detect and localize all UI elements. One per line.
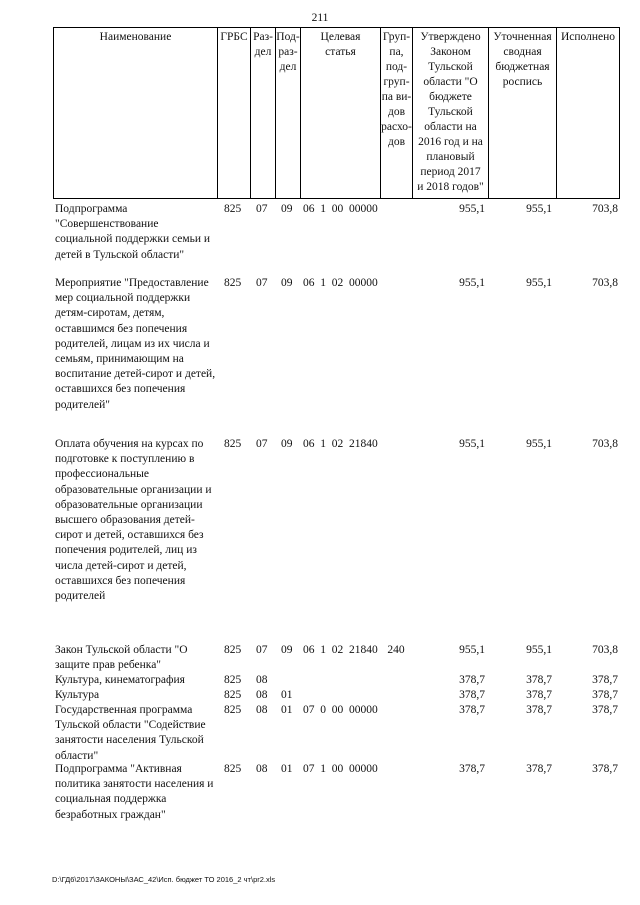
row-grbs: 825	[224, 438, 242, 450]
row-grbs: 825	[224, 689, 242, 701]
row-grbs: 825	[224, 644, 242, 656]
file-path-footer: D:\ГД6\2017\ЗАКОНЫ\ЗАС_42\Исп. бюджет ТО 2016_2 чт\pr2.xls	[52, 875, 276, 884]
row-grbs: 825	[224, 674, 242, 686]
row-executed: 378,7	[592, 674, 618, 686]
row-refined: 955,1	[526, 277, 552, 289]
row-razdel: 08	[256, 674, 268, 686]
row-podrazdel: 09	[281, 277, 293, 289]
row-approved: 955,1	[459, 644, 485, 656]
row-razdel: 07	[256, 438, 268, 450]
row-razdel: 07	[256, 644, 268, 656]
header-podrazdel: Под- раз- дел	[275, 27, 300, 199]
row-name: Мероприятие "Предоставление мер социальной поддержки детям-сиротам, детям, оставшимся без попечения родителей, лицам из их числа и семьям, принимающим на воспитание детей-сирот и детей, оставшихся без попечения родителей"	[55, 277, 216, 411]
row-refined: 955,1	[526, 644, 552, 656]
row-executed: 378,7	[592, 763, 618, 775]
row-name: Культура, кинематография	[55, 674, 185, 686]
row-podrazdel: 01	[281, 704, 293, 716]
row-podrazdel: 09	[281, 203, 293, 215]
row-podrazdel: 01	[281, 763, 293, 775]
row-executed: 378,7	[592, 689, 618, 701]
row-grbs: 825	[224, 763, 242, 775]
row-podrazdel: 09	[281, 438, 293, 450]
header-target: Целевая статья	[300, 27, 380, 199]
row-approved: 378,7	[459, 704, 485, 716]
row-target: 07 1 00 00000	[303, 763, 378, 775]
header-refined: Уточненная сводная бюджетная роспись	[488, 27, 556, 199]
row-refined: 955,1	[526, 438, 552, 450]
row-target: 06 1 02 21840	[303, 438, 378, 450]
row-target: 07 0 00 00000	[303, 704, 378, 716]
header-grbs: ГРБС	[217, 27, 250, 199]
row-approved: 955,1	[459, 203, 485, 215]
header-group: Груп- па, под- груп- па ви- дов расхо- дов	[380, 27, 412, 199]
row-name: Государственная программа Тульской области "Содействие занятости населения Тульской области"	[55, 704, 206, 762]
row-executed: 703,8	[592, 438, 618, 450]
header-razdel: Раз- дел	[250, 27, 275, 199]
row-razdel: 07	[256, 203, 268, 215]
row-grbs: 825	[224, 203, 242, 215]
row-approved: 378,7	[459, 689, 485, 701]
row-podrazdel: 09	[281, 644, 293, 656]
row-refined: 378,7	[526, 689, 552, 701]
page-number: 211	[311, 12, 329, 24]
row-name: Оплата обучения на курсах по подготовке к поступлению в профессиональные образовательные организации и образовательные организации высшего образования детей- сирот и детей, оставшихся без попечения родителей, лиц из числа детей-сирот и детей, оставшихся без попечения родителей	[55, 438, 212, 603]
row-refined: 378,7	[526, 704, 552, 716]
row-executed: 703,8	[592, 203, 618, 215]
row-executed: 378,7	[592, 704, 618, 716]
row-razdel: 08	[256, 763, 268, 775]
row-name: Подпрограмма "Активная политика занятости населения и социальная поддержка безработных граждан"	[55, 763, 214, 821]
row-razdel: 07	[256, 277, 268, 289]
row-group: 240	[387, 644, 405, 656]
row-razdel: 08	[256, 704, 268, 716]
row-executed: 703,8	[592, 644, 618, 656]
header-name: Наименование	[53, 27, 217, 199]
row-approved: 378,7	[459, 674, 485, 686]
row-approved: 955,1	[459, 277, 485, 289]
row-name: Подпрограмма "Совершенствование социальной поддержки семьи и детей в Тульской области"	[55, 203, 211, 261]
row-approved: 955,1	[459, 438, 485, 450]
row-approved: 378,7	[459, 763, 485, 775]
row-name: Закон Тульской области "О защите прав ребенка"	[55, 644, 188, 672]
header-approved: Утверждено Законом Тульской области "О бюджете Тульской области на 2016 год и на плановый период 2017 и 2018 годов"	[412, 27, 488, 199]
row-target: 06 1 02 21840	[303, 644, 378, 656]
row-target: 06 1 02 00000	[303, 277, 378, 289]
row-razdel: 08	[256, 689, 268, 701]
row-refined: 955,1	[526, 203, 552, 215]
row-target: 06 1 00 00000	[303, 203, 378, 215]
row-podrazdel: 01	[281, 689, 293, 701]
row-refined: 378,7	[526, 674, 552, 686]
row-grbs: 825	[224, 704, 242, 716]
row-name: Культура	[55, 689, 100, 701]
row-grbs: 825	[224, 277, 242, 289]
row-refined: 378,7	[526, 763, 552, 775]
header-executed: Исполнено	[556, 27, 620, 199]
row-executed: 703,8	[592, 277, 618, 289]
